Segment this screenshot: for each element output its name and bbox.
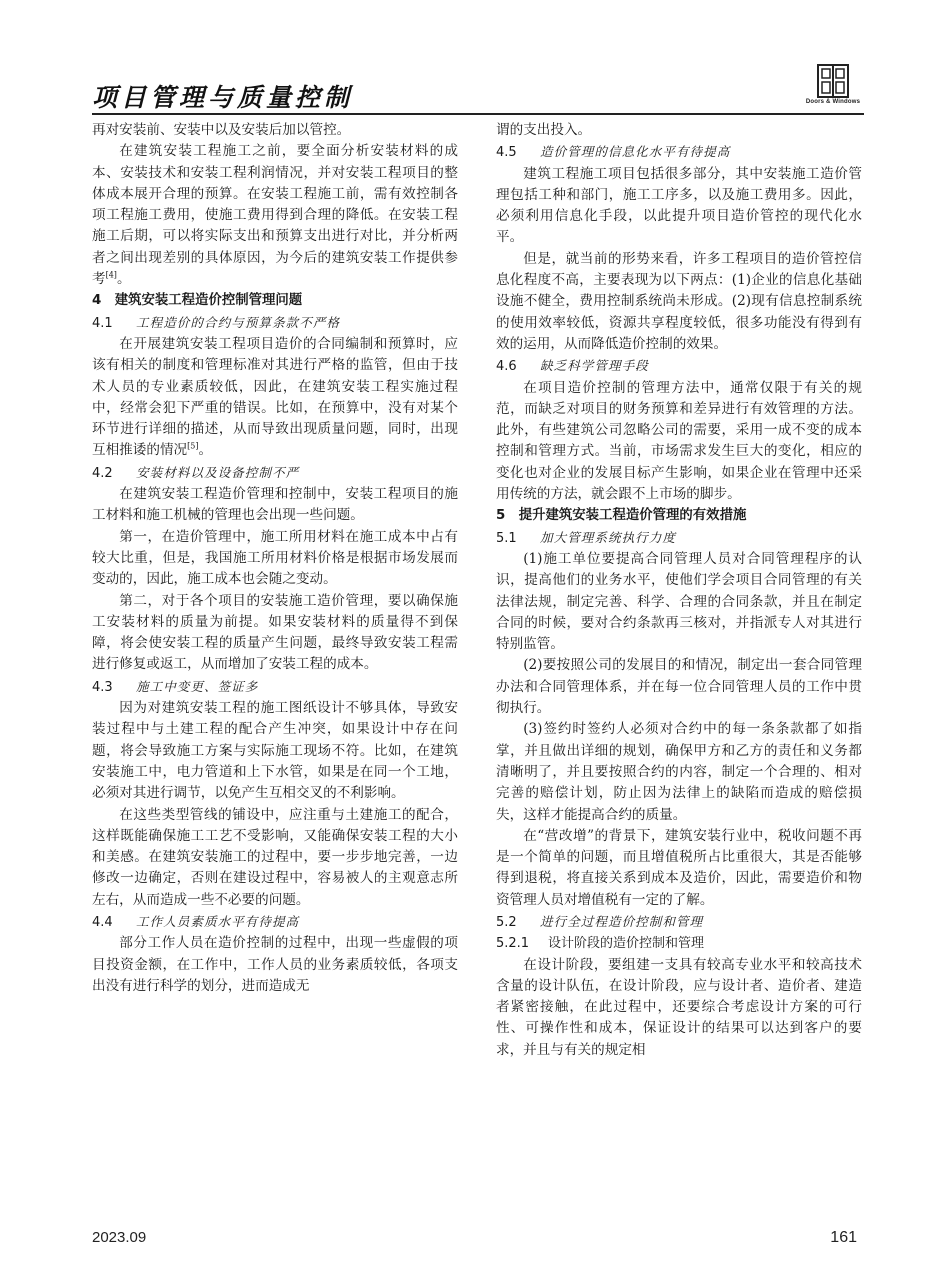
heading-number: 5.1 <box>496 530 517 546</box>
paragraph-text: 在“营改增”的背景下，建筑安装行业中，税收问题不再是一个简单的问题，而且增值税所占比重很大，其是否能够得到退税，将直接关系到成本及造价，因此，需要造价和物资管理人员对增值税有一定的了解。 <box>496 827 862 908</box>
subsection-heading <box>496 911 862 933</box>
heading-number: 4.2 <box>92 465 113 481</box>
heading-title: 安装材料以及设备控制不严 <box>136 464 300 480</box>
subsection-heading <box>496 527 862 549</box>
header-rule <box>92 113 864 115</box>
paragraph-text: 在建筑安装工程施工之前，要全面分析安装材料的成本、安装技术和安装工程利润情况，并对安装工程项目的整体成本展开合理的预算。在安装工程施工前，需有效控制各项工程施工费用，使施工费用得到合理的降低。在安装工程施工后期，可以将实际支出和预算支出进行对比，并分析两者之间出现差别的具体原因，为今后的建筑安装工作提供参考 <box>92 143 458 288</box>
paragraph-text: 在设计阶段，要组建一支具有较高专业水平和较高技术含量的设计队伍，在设计阶段，应与设计者、造价者、建造者紧密接触，在此过程中，还要综合考虑设计方案的可行性、可操作性和成本，保证设计的结果可以达到客户的要求，并且与有关的规定相 <box>496 956 862 1058</box>
heading-title: 进行全过程造价控制和管理 <box>540 913 704 929</box>
paragraph <box>92 933 458 997</box>
paragraph <box>92 698 458 804</box>
subsection-heading <box>496 355 862 377</box>
heading-number: 4.4 <box>92 914 113 930</box>
paragraph-text: (1)施工单位要提高合同管理人员对合同管理程序的认识，提高他们的业务水平，使他们学会项目合同管理的有关法律法规，制定完善、科学、合理的合同条款，并且在制定合同的时候，要对合约条款再三核对，并指派专人对其进行特别监管。 <box>496 550 862 653</box>
heading-number: 5.2.1 <box>496 936 530 952</box>
subsection-heading <box>92 676 458 698</box>
paragraph <box>496 719 862 825</box>
heading-title: 加大管理系统执行力度 <box>540 529 676 545</box>
logo-caption: Doors & Windows <box>805 99 861 105</box>
paragraph <box>496 549 862 655</box>
paragraph-text: 但是，就当前的形势来看，许多工程项目的造价管控信息化程度不高，主要表现为以下两点：(1)企业的信息化基础设施不健全，费用控制系统尚未形成。(2)现有信息控制系统的使用效率较低，资源共享程度较低，很多功能没有得到有效的运用，从而降低造价控制的效果。 <box>496 250 862 352</box>
paragraph <box>496 826 862 911</box>
paragraph <box>92 591 458 676</box>
paragraph <box>92 805 458 911</box>
journal-section-title: 项目管理与质量控制 <box>92 83 354 112</box>
paragraph <box>496 655 862 719</box>
paragraph <box>92 141 458 290</box>
paragraph <box>92 120 458 141</box>
window-icon <box>816 64 850 98</box>
paragraph <box>496 120 862 141</box>
issue-date: 2023.09 <box>92 1229 147 1246</box>
heading-title: 施工中变更、签证多 <box>136 678 259 694</box>
heading-number: 4.1 <box>92 315 113 331</box>
paragraph-text: 再对安装前、安装中以及安装后加以管控。 <box>92 122 351 138</box>
heading-title: 工作人员素质水平有待提高 <box>136 913 300 929</box>
paragraph <box>496 164 862 249</box>
section-heading: 4 建筑安装工程造价控制管理问题 <box>92 293 303 309</box>
paragraph <box>92 484 458 527</box>
paragraph <box>496 249 862 355</box>
paragraph-text: 谓的支出投入。 <box>496 122 592 138</box>
paragraph <box>496 378 862 506</box>
paragraph-text: 部分工作人员在造价控制的过程中，出现一些虚假的项目投资金额，在工作中，工作人员的业务素质较低，各项支出没有进行科学的划分，进而造成无 <box>92 935 458 994</box>
section-heading: 5 提升建筑安装工程造价管理的有效措施 <box>496 508 747 524</box>
paragraph-tail: 。 <box>116 271 131 288</box>
paragraph-text: 在建筑安装工程造价管理和控制中，安装工程项目的施工材料和施工机械的管理也会出现一些问题。 <box>92 486 458 524</box>
subsection-heading <box>92 462 458 484</box>
paragraph-text: 因为对建筑安装工程的施工图纸设计不够具体，导致安装过程中与土建工程的配合产生冲突，如果设计中存在问题，将会导致施工方案与实际施工现场不符。比如，在建筑安装施工中，电力管道和上下水管，如果是在同一个工地，必须对其进行调节，以免产生互相交叉的不利影响。 <box>92 700 458 802</box>
journal-logo <box>802 64 864 114</box>
heading-title: 造价管理的信息化水平有待提高 <box>540 144 731 160</box>
heading-number: 4.3 <box>92 679 113 695</box>
citation-ref: [5] <box>187 441 199 451</box>
paragraph-tail: 。 <box>198 442 213 459</box>
subsection-heading <box>92 911 458 933</box>
paragraph-text: (2)要按照公司的发展目的和情况，制定出一套合同管理办法和合同管理体系，并在每一位合同管理人员的工作中贯彻执行。 <box>496 657 862 717</box>
paragraph-text: 第一，在造价管理中，施工所用材料在施工成本中占有较大比重，但是，我国施工所用材料价格是根据市场发展而变动的，因此，施工成本也会随之变动。 <box>92 528 458 588</box>
paragraph <box>92 334 458 462</box>
left-column <box>92 120 458 997</box>
heading-title: 缺乏科学管理手段 <box>540 358 649 374</box>
page-number: 161 <box>830 1229 857 1246</box>
paragraph-text: 在项目造价控制的管理方法中，通常仅限于有关的规范，而缺乏对项目的财务预算和差异进行有效管理的方法。此外，有些建筑公司忽略公司的需要，采用一成不变的成本控制和管理方式。当前，市场需求发生巨大的变化，相应的变化也对企业的发展目标产生影响，如果企业在管理中还采用传统的方法，就会跟不上市场的脚步。 <box>496 379 862 503</box>
paragraph-text: 建筑工程施工项目包括很多部分，其中安装施工造价管理包括工种和部门，施工工序多，以及施工费用多。因此，必须利用信息化手段，以此提升项目造价管控的现代化水平。 <box>496 165 862 246</box>
heading-title: 工程造价的合约与预算条款不严格 <box>136 314 340 330</box>
subsection-heading <box>496 141 862 163</box>
paragraph <box>496 955 862 1061</box>
heading-title: 设计阶段的造价控制和管理 <box>548 936 705 952</box>
subsubsection-heading <box>496 933 862 954</box>
paragraph-text: (3)签约时签约人必须对合约中的每一条条款都了如指掌，并且做出详细的规划，确保甲方和乙方的责任和义务都清晰明了，并且要按照合约的内容，制定一个合理的、相对完善的赔偿计划，防止因为法律上的缺陷而造成的赔偿损失，这样才能提高合约的质量。 <box>496 721 862 823</box>
subsection-heading <box>92 312 458 334</box>
paragraph-text: 第二，对于各个项目的安装施工造价管理，要以确保施工安装材料的质量为前提。如果安装材料的质量得不到保障，将会使安装工程的质量产生问题，最终导致安装工程需进行修复或返工，从而增加了安装工程的成本。 <box>92 592 458 673</box>
paragraph <box>92 527 458 591</box>
heading-number: 4.5 <box>496 145 517 161</box>
citation-ref: [4] <box>105 270 117 280</box>
heading-number: 5.2 <box>496 914 517 930</box>
paragraph-text: 在开展建筑安装工程项目造价的合同编制和预算时，应该有相关的制度和管理标准对其进行严格的监管，但由于技术人员的专业素质较低，因此，在建筑安装工程实施过程中，经常会犯下严重的错误。比如，在预算中，没有对某个环节进行详细的描述，从而导致出现质量问题，同时，出现互相推诿的情况 <box>92 335 458 459</box>
paragraph-text: 在这些类型管线的铺设中，应注重与土建施工的配合，这样既能确保施工工艺不受影响，又能确保安装工程的大小和美感。在建筑安装施工的过程中，要一步步地完善，一边修改一边确定，否则在建设过程中，容易被人的主观意志所左右，从而造成一些不必要的问题。 <box>92 806 458 908</box>
heading-number: 4.6 <box>496 359 517 375</box>
right-column <box>496 120 862 1061</box>
